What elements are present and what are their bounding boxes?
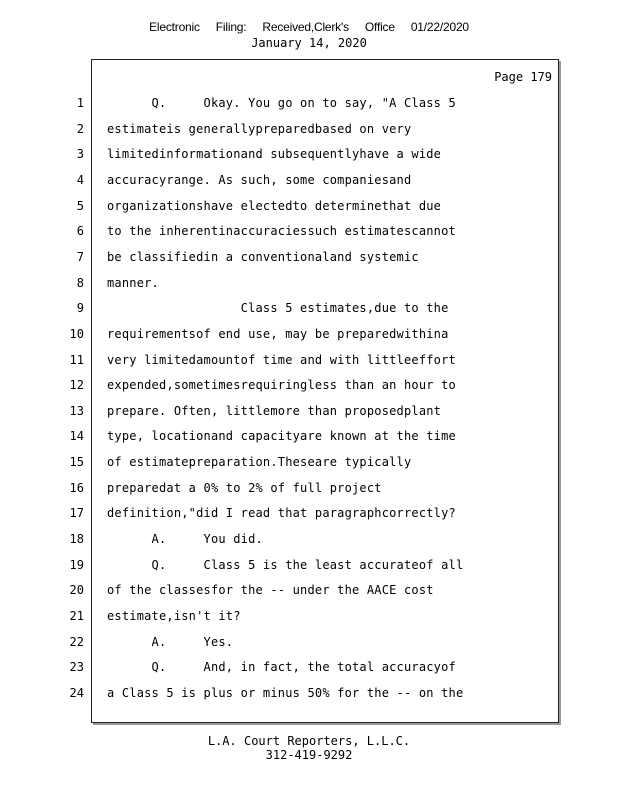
line-number: 13 — [69, 404, 84, 418]
transcript-line: prepare. Often, littlemore than proposedplant — [107, 404, 442, 418]
line-number: 2 — [76, 122, 84, 136]
hearing-date: January 14, 2020 — [251, 36, 367, 50]
transcript-line: accuracyrange. As such, some companiesand — [107, 173, 412, 187]
filing-stamp — [0, 20, 618, 34]
line-number: 24 — [69, 686, 84, 700]
line-number: 8 — [76, 276, 84, 290]
filing-stamp-date: 01/22/2020 — [410, 20, 469, 34]
filing-stamp-received: Received,Clerk's — [262, 20, 349, 34]
transcript-line: requirementsof end use, may be preparedwithina — [107, 327, 449, 341]
line-number: 9 — [76, 301, 84, 315]
transcript-line: A. You did. — [107, 532, 263, 546]
transcript-line: organizationshave electedto determinethat due — [107, 199, 442, 213]
line-number: 1 — [76, 96, 84, 110]
transcript-line: manner. — [107, 276, 159, 290]
line-number: 21 — [69, 609, 84, 623]
line-number: 14 — [69, 429, 84, 443]
transcript-line: be classifiedin a conventionaland systemic — [107, 250, 419, 264]
page-number: Page 179 — [494, 70, 552, 84]
transcript-line: very limitedamountof time and with littleeffort — [107, 353, 456, 367]
line-number: 11 — [69, 353, 84, 367]
filing-stamp-office: Office — [364, 20, 395, 34]
transcript-line: Class 5 estimates,due to the — [107, 301, 449, 315]
line-number: 19 — [69, 558, 84, 572]
line-number: 7 — [76, 250, 84, 264]
transcript-line: definition,"did I read that paragraphcorrectly? — [107, 506, 456, 520]
transcript-line: Q. And, in fact, the total accuracyof — [107, 660, 456, 674]
line-number: 23 — [69, 660, 84, 674]
line-number: 16 — [69, 481, 84, 495]
footer-company: L.A. Court Reporters, L.L.C. — [207, 734, 411, 748]
transcript-line: Q. Okay. You go on to say, "A Class 5 — [107, 96, 456, 110]
transcript-line: of the classesfor the -- under the AACE cost — [107, 583, 434, 597]
transcript-line: Q. Class 5 is the least accurateof all — [107, 558, 464, 572]
line-number: 22 — [69, 635, 84, 649]
transcript-line: preparedat a 0% to 2% of full project — [107, 481, 382, 495]
transcript-line: type, locationand capacityare known at the time — [107, 429, 456, 443]
line-number: 6 — [76, 224, 84, 238]
line-number: 3 — [76, 147, 84, 161]
transcript-line: A. Yes. — [107, 635, 234, 649]
transcript-line: of estimatepreparation.Theseare typically — [107, 455, 412, 469]
filing-stamp-electronic: Electronic — [149, 20, 200, 34]
line-number: 18 — [69, 532, 84, 546]
line-number: 12 — [69, 378, 84, 392]
transcript-line: a Class 5 is plus or minus 50% for the -- on the — [107, 686, 464, 700]
transcript-line: expended,sometimesrequiringless than an hour to — [107, 378, 456, 392]
transcript-line: estimate,isn't it? — [107, 609, 241, 623]
transcript-line: limitedinformationand subsequentlyhave a wide — [107, 147, 442, 161]
line-number: 15 — [69, 455, 84, 469]
footer-phone: 312-419-9292 — [265, 748, 353, 762]
line-number: 10 — [69, 327, 84, 341]
filing-stamp-filing: Filing: — [215, 20, 247, 34]
line-number: 4 — [76, 173, 84, 187]
transcript-line: to the inherentinaccuraciessuch estimatescannot — [107, 224, 456, 238]
line-number: 17 — [69, 506, 84, 520]
line-number: 20 — [69, 583, 84, 597]
line-number: 5 — [76, 199, 84, 213]
transcript-line: estimateis generallypreparedbased on very — [107, 122, 412, 136]
